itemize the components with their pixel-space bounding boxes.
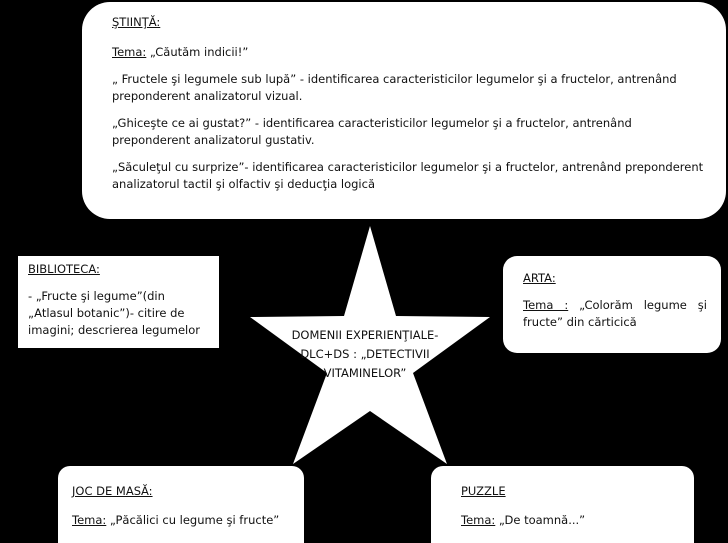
biblioteca-box: [18, 256, 219, 348]
puzzle-tema: [461, 512, 684, 529]
arta-tema-value: „Colorăm legume şi fructe” din cărticică: [523, 298, 707, 329]
joc-tema: [72, 512, 294, 529]
puzzle-box: [431, 466, 694, 543]
star-label-line-3: VITAMINELOR”: [323, 366, 407, 380]
arta-tema: [523, 297, 707, 331]
joc-title: JOC DE MASĂ:: [72, 484, 153, 498]
joc-tema-label: Tema:: [72, 513, 107, 527]
stiinta-box: [82, 2, 726, 219]
stiinta-activity-3: „Săculeţul cu surprize”- identificarea caracteristicilor legumelor şi a fructelor, antrenând preponderent analizatorul tactil şi olfactiv şi deducţia logică: [112, 160, 704, 191]
puzzle-tema-label: Tema:: [461, 513, 496, 527]
arta-tema-label: Tema :: [523, 298, 569, 312]
puzzle-tema-value: „De toamnă...”: [495, 513, 586, 527]
stiinta-title: ŞTIINŢĂ:: [112, 15, 161, 29]
star-label-line-2: DLC+DS : „DETECTIVII: [300, 347, 430, 361]
star-label-line-1: DOMENII EXPERIENŢIALE-: [291, 328, 439, 342]
joc-tema-value: „Păcălici cu legume şi fructe”: [106, 513, 280, 527]
star-label: [283, 326, 447, 383]
stiinta-activity-2: „Ghiceşte ce ai gustat?” - identificarea caracteristicilor legumelor şi a fructelor, antrenând preponderent analizatorul gustativ.: [112, 116, 632, 147]
joc-de-masa-box: [58, 466, 304, 543]
biblioteca-title: BIBLIOTECA:: [28, 262, 100, 276]
stiinta-tema: [112, 44, 706, 61]
stiinta-activity-1: „ Fructele şi legumele sub lupă” - identificarea caracteristicilor legumelor şi a fructelor, antrenând preponderent analizatorul vizual.: [112, 72, 677, 103]
arta-title: ARTA:: [523, 271, 556, 285]
arta-box: [503, 256, 721, 353]
stiinta-tema-value: „Căutăm indicii!”: [146, 45, 249, 59]
puzzle-title: PUZZLE: [461, 484, 506, 498]
stiinta-tema-label: Tema:: [112, 45, 147, 59]
biblioteca-body: - „Fructe şi legume”(din „Atlasul botanic”)- citire de imagini; descrierea legumelor: [28, 289, 200, 337]
